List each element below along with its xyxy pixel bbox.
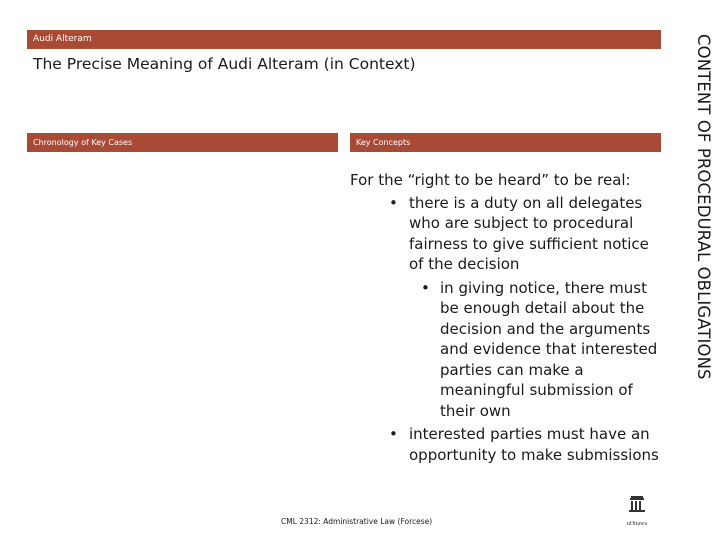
bullet-icon: • [389, 193, 398, 212]
right-column-header: Key Concepts [350, 133, 661, 152]
sub-list-item [350, 278, 668, 422]
logo-text: uOttawa [626, 521, 648, 527]
bullet-list [350, 193, 668, 466]
list-item-text: there is a duty on all delegates who are subject to procedural fairness to give sufficient notice of the decision [409, 193, 649, 273]
bullet-icon: • [389, 425, 398, 443]
footer-course: CML 2312: Administrative Law (Forcese) [281, 517, 433, 526]
list-item [350, 424, 668, 465]
section-band: Audi Alteram [27, 30, 661, 49]
left-column-header: Chronology of Key Cases [27, 133, 338, 152]
intro-text: For the “right to be heard” to be real: [350, 171, 631, 189]
key-concepts-body [350, 170, 668, 468]
slide-title: The Precise Meaning of Audi Alteram (in Context) [33, 55, 416, 73]
university-building-icon [624, 494, 650, 530]
sub-list-item-text: in giving notice, there must be enough detail about the decision and the arguments and evidence that interested parties can make a meaningful submission of their own [440, 278, 658, 420]
list-item-text: interested parties must have an opportunity to make submissions [409, 425, 659, 464]
vertical-section-title: CONTENT OF PROCEDURAL OBLIGATIONS [694, 34, 713, 380]
bullet-icon: • [421, 278, 430, 297]
list-item [350, 193, 668, 275]
